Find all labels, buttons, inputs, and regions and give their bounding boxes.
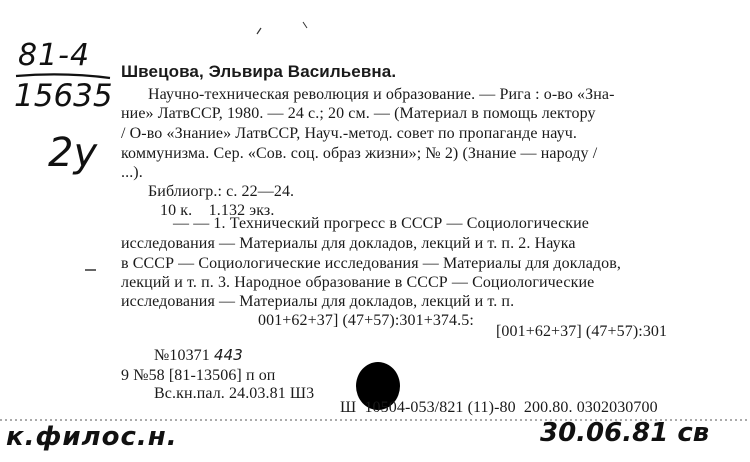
desc-line: Научно-техническая революция и образование. — Рига : о-во «Зна- — [148, 86, 615, 103]
handwritten-code-bottom: 15635 — [14, 78, 113, 114]
handwritten-initials: 2у — [48, 130, 98, 176]
card-number-printed: №10371 — [154, 347, 214, 364]
desc-line: коммунизма. Сер. «Сов. соц. образ жизни»; № 2) (Знание — народу / — [121, 145, 598, 162]
stray-mark-top — [255, 18, 315, 38]
handwritten-degree: к.филос.н. — [6, 422, 178, 452]
card-number-handwritten: 443 — [213, 346, 243, 364]
side-dash — [84, 268, 98, 272]
subject-line: лекций и т. п. 3. Народное образование в СССР — Социологические — [121, 274, 595, 291]
code-line: Ш 10504-053/821 (11)-80 200.80. 0302030700 — [340, 399, 658, 416]
subject-line: исследования — Материалы для докладов, лекций и т. п. 2. Наука — [121, 235, 576, 252]
bibliography-note: Библиогр.: с. 22—24. — [148, 183, 295, 200]
handwritten-code-top: 81-4 — [18, 38, 91, 73]
desc-line: / О-во «Знание» ЛатвССР, Науч.-метод. совет по пропаганде науч. — [121, 125, 578, 142]
card-author: Швецова, Эльвира Васильевна. — [121, 62, 397, 81]
card-number — [154, 346, 243, 365]
desc-line: ние» ЛатвССР, 1980. — 24 с.; 20 см. — (Материал в помощь лектору — [121, 105, 596, 122]
subject-line: в СССР — Социологические исследования — Материалы для докладов, — [121, 255, 621, 272]
publisher-line-1: 9 №58 [81-13506] п оп — [121, 367, 276, 384]
price-print-run: 10 к. 1.132 экз. — [160, 202, 275, 219]
subject-line: исследования — Материалы для докладов, лекций и т. п. — [121, 293, 515, 310]
classification-2: [001+62+37] (47+57):301 — [496, 323, 668, 340]
publisher-line-2: Вс.кн.пал. 24.03.81 Ш3 — [154, 385, 315, 402]
subject-line: — — 1. Технический прогресс в СССР — Социологические — [173, 215, 590, 232]
classification-1: 001+62+37] (47+57):301+374.5: — [258, 312, 474, 329]
desc-line: ...). — [121, 164, 143, 181]
handwritten-date: 30.06.81 св — [540, 418, 710, 448]
